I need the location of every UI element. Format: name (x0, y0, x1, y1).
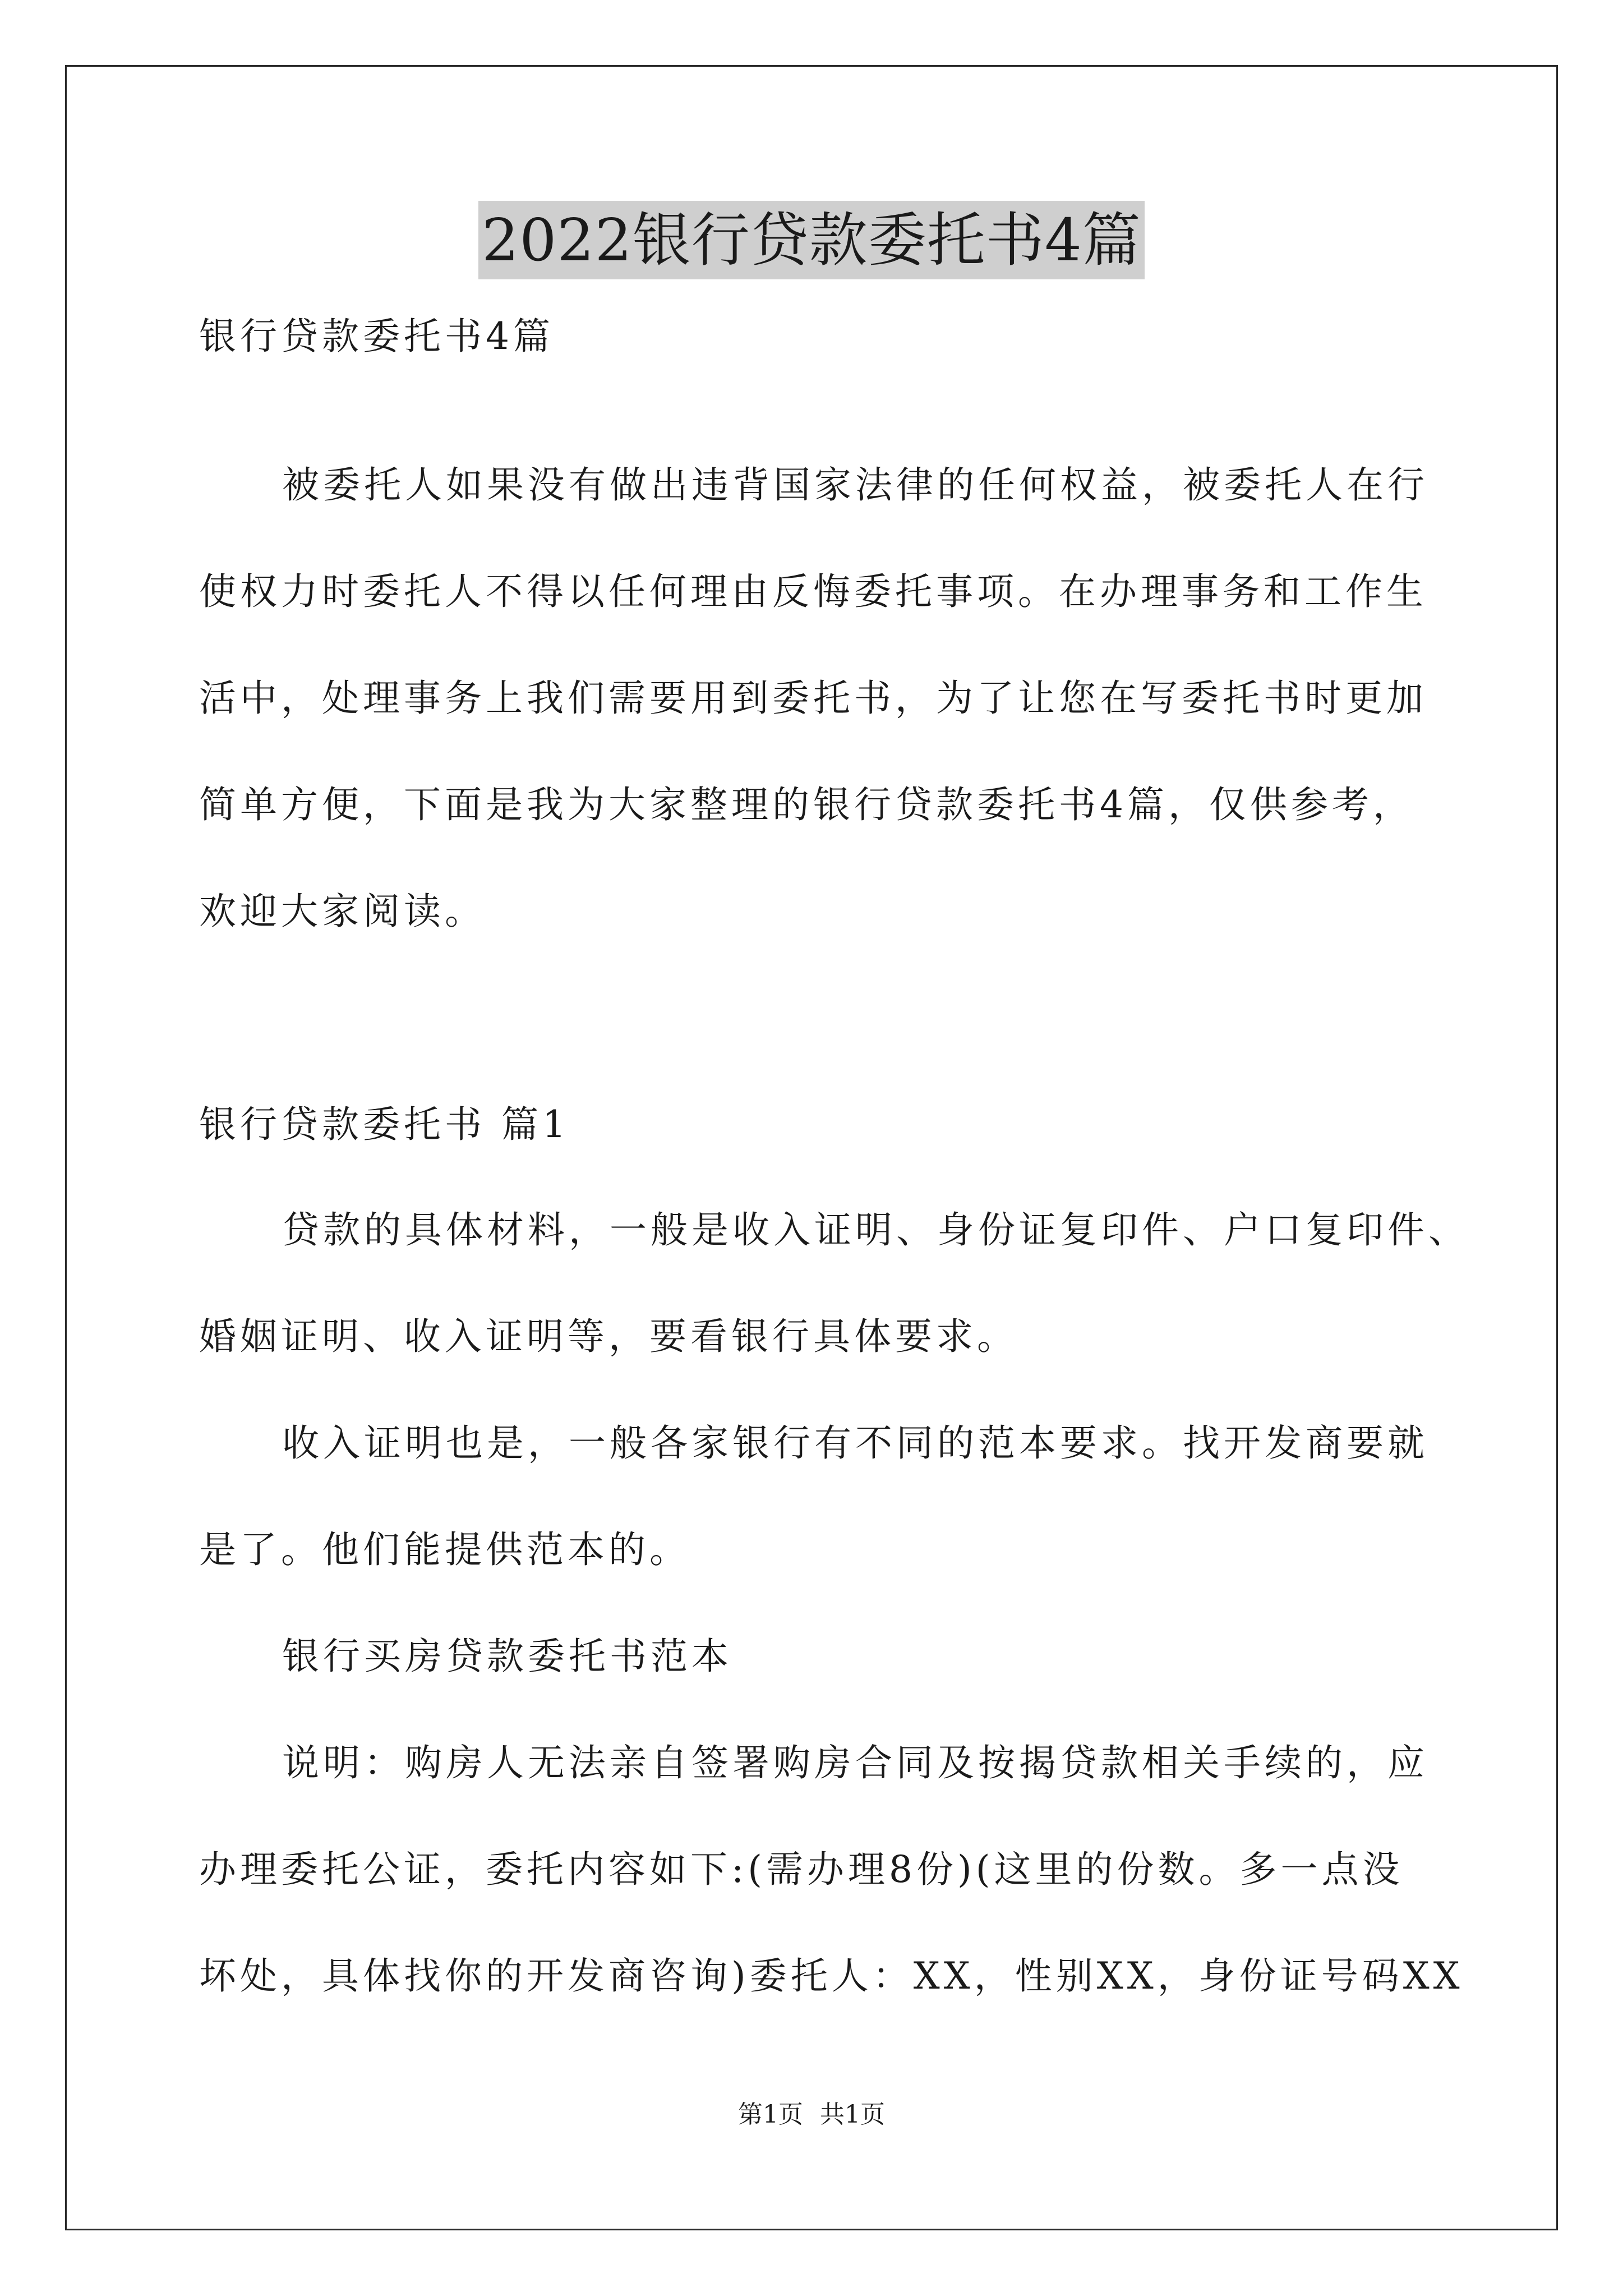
body-line: 办理委托公证，委托内容如下:(需办理8份)(这里的份数。多一点没 (199, 1848, 1404, 1891)
body-line: 贷款的具体材料，一般是收入证明、身份证复印件、户口复印件、 (282, 1208, 1469, 1251)
document-title: 2022银行贷款委托书4篇 (478, 201, 1145, 279)
intro-line: 被委托人如果没有做出违背国家法律的任何权益，被委托人在行 (282, 463, 1428, 507)
intro-line: 欢迎大家阅读。 (199, 890, 486, 933)
body-line: 是了。他们能提供范本的。 (199, 1528, 690, 1571)
body-line: 收入证明也是，一般各家银行有不同的范本要求。找开发商要就 (282, 1421, 1428, 1465)
intro-line: 活中，处理事务上我们需要用到委托书，为了让您在写委托书时更加 (199, 677, 1427, 720)
intro-line: 简单方便，下面是我为大家整理的银行贷款委托书4篇，仅供参考， (199, 783, 1414, 826)
page-footer (0, 2098, 1623, 2132)
body-line: 婚姻证明、收入证明等，要看银行具体要求。 (199, 1315, 1018, 1358)
intro-line: 使权力时委托人不得以任何理由反悔委托事项。在办理事务和工作生 (199, 570, 1427, 613)
page-number: 第1页 (738, 2100, 803, 2129)
body-line: 银行买房贷款委托书范本 (282, 1635, 732, 1678)
title-block (0, 201, 1623, 279)
body-line: 坏处，具体找你的开发商咨询)委托人：XX，性别XX，身份证号码XX (199, 1954, 1464, 1998)
document-subtitle: 银行贷款委托书4篇 (199, 315, 554, 358)
section-heading: 银行贷款委托书 篇1 (199, 1103, 570, 1146)
page-total: 共1页 (820, 2100, 885, 2129)
body-line: 说明：购房人无法亲自签署购房合同及按揭贷款相关手续的，应 (282, 1741, 1428, 1784)
